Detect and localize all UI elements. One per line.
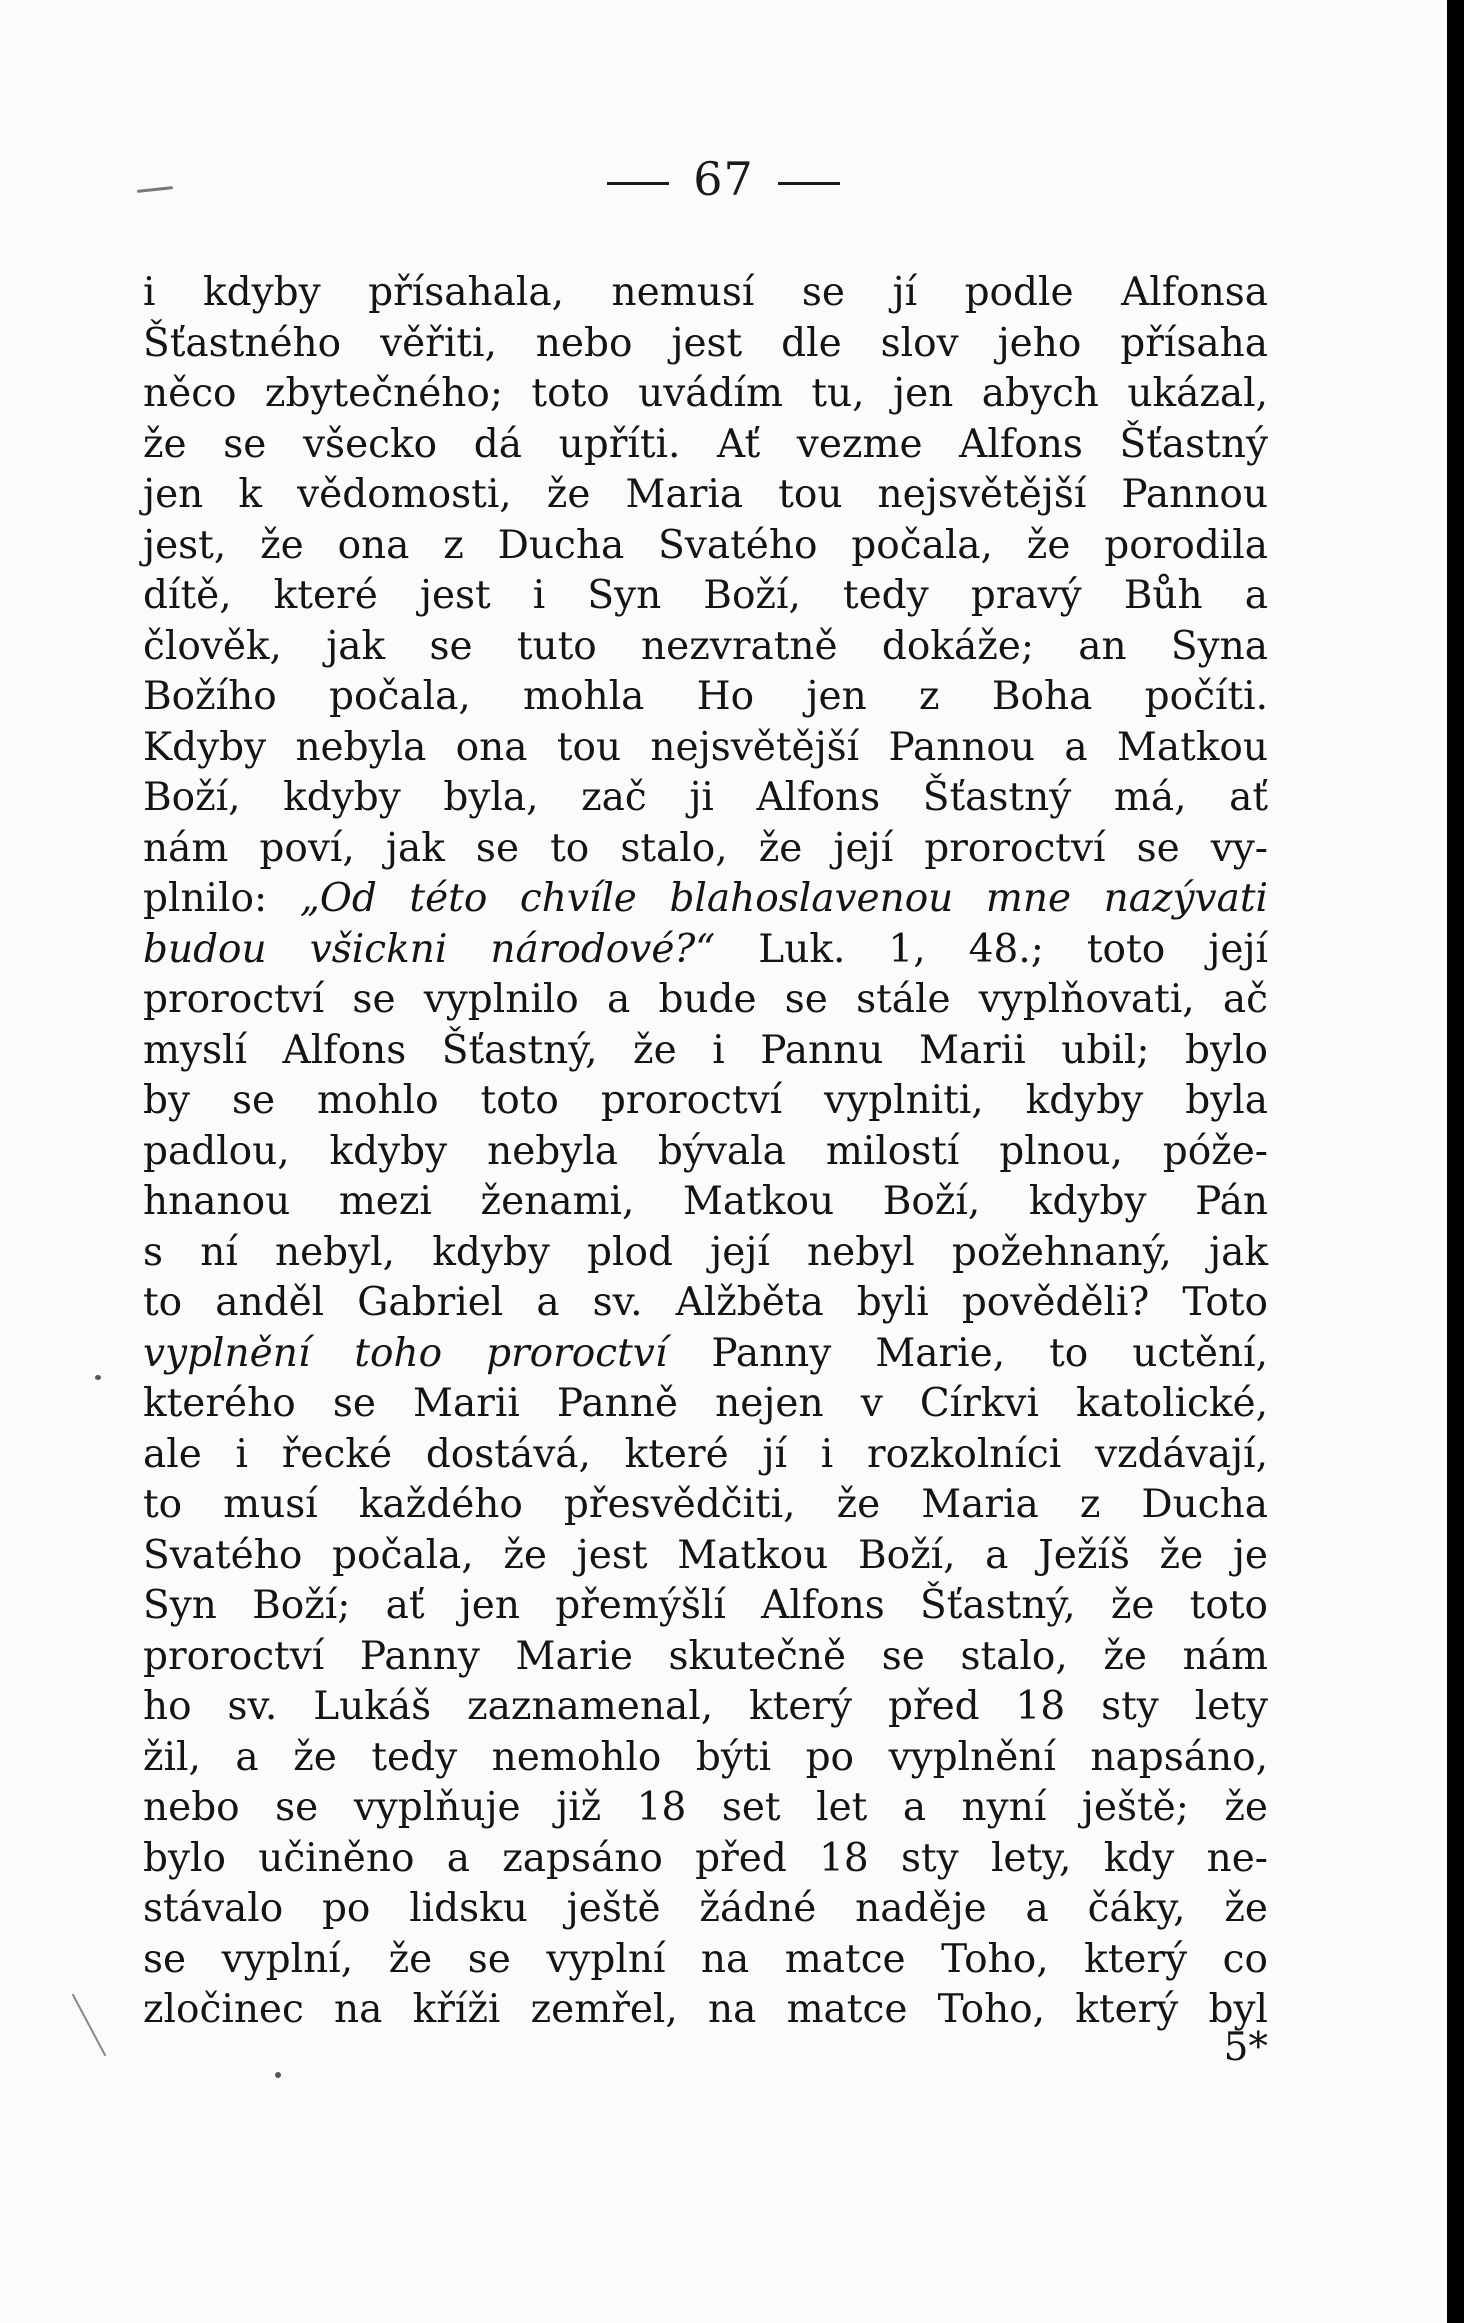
text-line bbox=[143, 874, 1268, 925]
text-segment: to musí každého přesvědčiti, že Maria z Ducha bbox=[143, 1482, 1268, 1527]
header-left-dash bbox=[607, 182, 669, 185]
text-line bbox=[143, 1480, 1268, 1531]
text-segment: člověk, jak se tuto nezvratně dokáže; an Syna bbox=[143, 623, 1268, 669]
text-segment: stávalo po lidsku ještě žádné naděje a čáky, že bbox=[143, 1886, 1268, 1931]
text-segment: ho sv. Lukáš zaznamenal, který před 18 sty lety bbox=[143, 1684, 1268, 1729]
text-segment: i kdyby přísahala, nemusí se jí podle Alfonsa bbox=[143, 270, 1268, 315]
text-segment: s ní nebyl, kdyby plod její nebyl požehnaný, jak bbox=[143, 1229, 1268, 1275]
text-line bbox=[143, 1632, 1268, 1683]
print-speck bbox=[95, 1375, 101, 1380]
text-segment: žil, a že tedy nemohlo býti po vyplnění napsáno, bbox=[143, 1734, 1268, 1780]
text-line bbox=[143, 1430, 1268, 1481]
text-line bbox=[143, 723, 1268, 774]
text-line bbox=[143, 773, 1268, 824]
text-segment: ale i řecké dostává, které jí i rozkolníci vzdávají, bbox=[143, 1431, 1268, 1477]
text-line bbox=[143, 925, 1268, 976]
italic-text-segment: budou všickni národové?“ bbox=[143, 926, 716, 972]
header-right-dash bbox=[778, 182, 840, 185]
text-segment: by se mohlo toto proroctví vyplniti, kdyby byla bbox=[143, 1078, 1268, 1123]
text-line bbox=[143, 975, 1268, 1026]
signature-mark: 5* bbox=[1223, 2025, 1268, 2070]
text-line bbox=[143, 1581, 1268, 1632]
page-number: 67 bbox=[693, 152, 754, 206]
text-line bbox=[143, 420, 1268, 471]
text-line bbox=[143, 1228, 1268, 1279]
text-segment: plnilo: bbox=[143, 876, 300, 921]
italic-text-segment: vyplnění toho proroctví bbox=[143, 1330, 668, 1376]
text-segment: že se všecko dá upříti. Ať vezme Alfons Šťastný bbox=[143, 421, 1268, 467]
text-line bbox=[143, 1127, 1268, 1178]
text-line bbox=[143, 1329, 1268, 1380]
italic-text-segment: „Od této chvíle blahoslavenou mne nazývati bbox=[299, 876, 1268, 921]
text-line bbox=[143, 1177, 1268, 1228]
text-segment: kterého se Marii Panně nejen v Církvi katolické, bbox=[143, 1381, 1268, 1426]
text-line bbox=[143, 672, 1268, 723]
text-segment: něco zbytečného; toto uvádím tu, jen abych ukázal, bbox=[143, 371, 1268, 416]
text-line bbox=[143, 571, 1268, 622]
text-segment: myslí Alfons Šťastný, že i Pannu Marii ubil; bylo bbox=[143, 1027, 1268, 1073]
text-line bbox=[143, 369, 1268, 420]
text-segment: Božího počala, mohla Ho jen z Boha počíti. bbox=[143, 674, 1268, 719]
text-line bbox=[143, 268, 1268, 319]
text-line bbox=[143, 521, 1268, 572]
text-segment: to anděl Gabriel a sv. Alžběta byli pověděli? Toto bbox=[143, 1280, 1268, 1325]
text-line bbox=[143, 824, 1268, 875]
text-line bbox=[143, 1278, 1268, 1329]
text-segment: Syn Boží; ať jen přemýšlí Alfons Šťastný, že toto bbox=[143, 1583, 1268, 1628]
text-segment: hnanou mezi ženami, Matkou Boží, kdyby Pán bbox=[143, 1179, 1268, 1224]
text-segment: Luk. 1, 48.; toto její bbox=[715, 926, 1268, 972]
text-segment: bylo učiněno a zapsáno před 18 sty lety, kdy ne- bbox=[143, 1835, 1268, 1881]
text-line bbox=[143, 1935, 1268, 1986]
text-line bbox=[143, 1834, 1268, 1885]
text-line bbox=[143, 1783, 1268, 1834]
scan-edge bbox=[1447, 0, 1464, 2323]
text-line bbox=[143, 1076, 1268, 1127]
text-segment: zločinec na kříži zemřel, na matce Toho, který byl bbox=[143, 1987, 1268, 2032]
text-line bbox=[143, 1682, 1268, 1733]
text-segment: Panny Marie, to uctění, bbox=[667, 1330, 1268, 1376]
text-segment: padlou, kdyby nebyla bývala milostí plnou, póže- bbox=[143, 1128, 1268, 1174]
text-segment: proroctví se vyplnilo a bude se stále vyplňovati, ač bbox=[143, 977, 1268, 1022]
text-segment: jen k vědomosti, že Maria tou nejsvětější Pannou bbox=[143, 472, 1268, 517]
text-segment: nám poví, jak se to stalo, že její proroctví se vy- bbox=[143, 825, 1268, 871]
text-segment: nebo se vyplňuje již 18 set let a nyní ještě; že bbox=[143, 1785, 1268, 1830]
paper-scratch bbox=[72, 1994, 107, 2057]
text-line bbox=[143, 622, 1268, 673]
text-line bbox=[143, 1884, 1268, 1935]
text-line bbox=[143, 1026, 1268, 1077]
text-segment: proroctví Panny Marie skutečně se stalo, že nám bbox=[143, 1633, 1268, 1679]
text-line bbox=[143, 1379, 1268, 1430]
text-line bbox=[143, 1985, 1268, 2036]
text-line bbox=[143, 1733, 1268, 1784]
text-segment: dítě, které jest i Syn Boží, tedy pravý Bůh a bbox=[143, 573, 1268, 618]
text-segment: Svatého počala, že jest Matkou Boží, a Ježíš že je bbox=[143, 1532, 1268, 1578]
text-line bbox=[143, 470, 1268, 521]
page-number-header bbox=[0, 152, 1447, 206]
print-speck bbox=[275, 2072, 281, 2078]
text-segment: jest, že ona z Ducha Svatého počala, že porodila bbox=[143, 522, 1268, 568]
text-segment: Boží, kdyby byla, zač ji Alfons Šťastný má, ať bbox=[143, 775, 1268, 820]
text-line bbox=[143, 319, 1268, 370]
text-segment: Šťastného věřiti, nebo jest dle slov jeho přísaha bbox=[143, 320, 1268, 366]
body-text bbox=[143, 268, 1268, 2036]
text-segment: se vyplní, že se vyplní na matce Toho, který co bbox=[143, 1936, 1268, 1982]
text-segment: Kdyby nebyla ona tou nejsvětější Pannou a Matkou bbox=[143, 724, 1268, 770]
text-line bbox=[143, 1531, 1268, 1582]
